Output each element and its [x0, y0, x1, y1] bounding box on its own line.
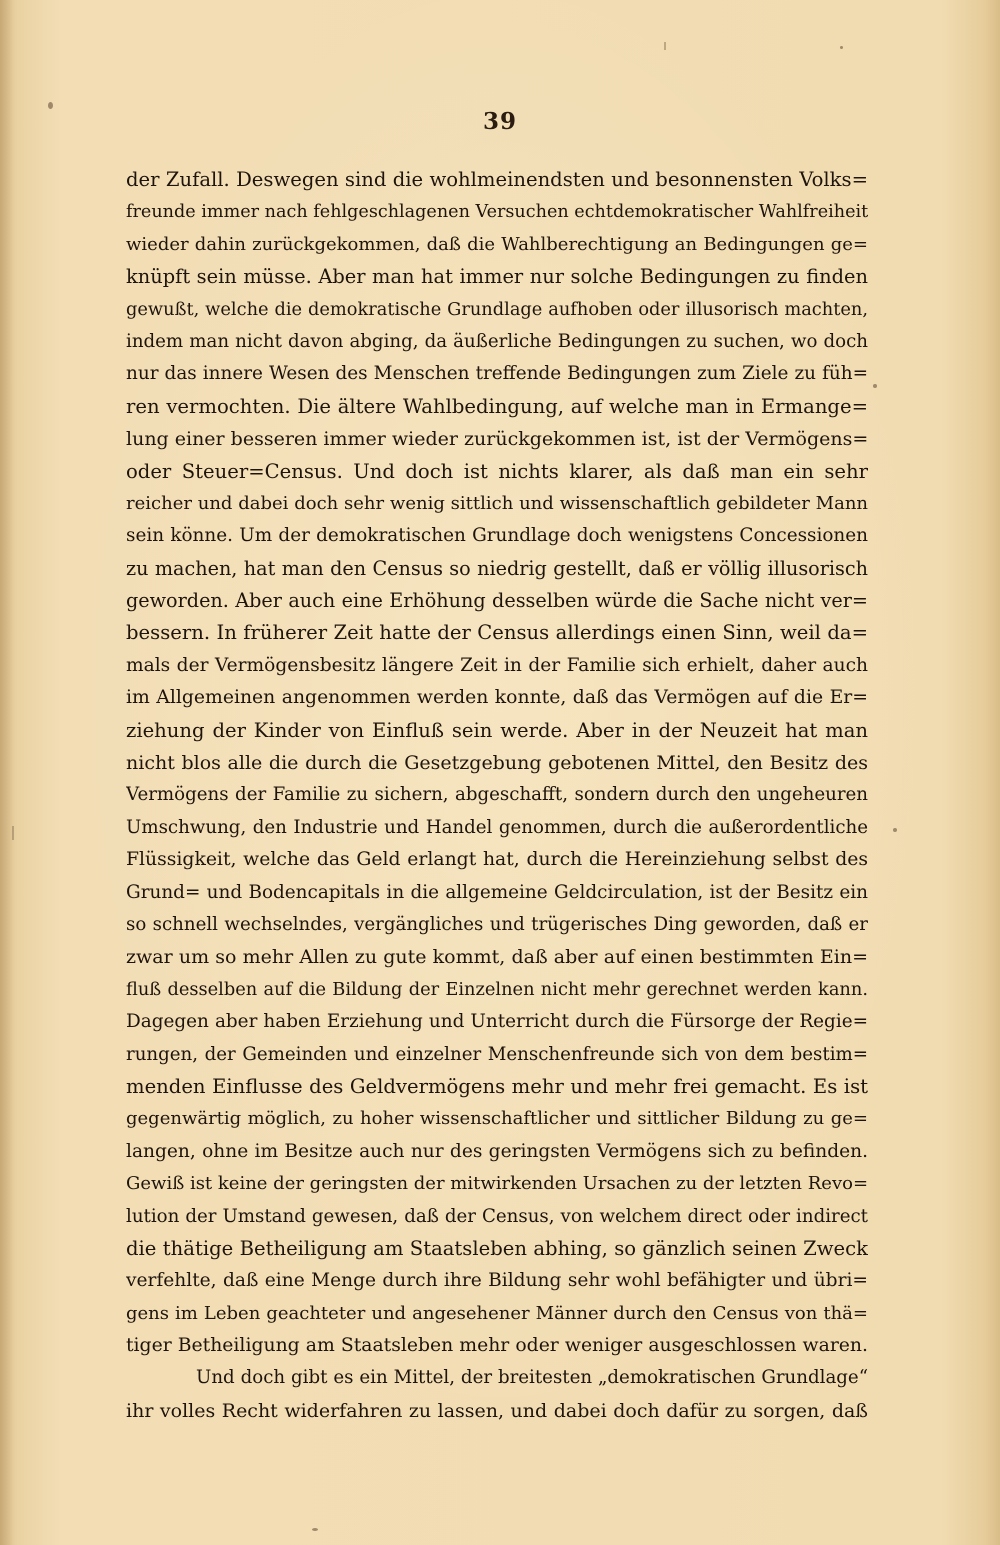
text-line: Dagegen aber haben Erziehung und Unterricht durch die Fürsorge der Regie=: [126, 1011, 868, 1033]
text-line: ihr volles Recht widerfahren zu lassen, und dabei doch dafür zu sorgen, daß: [126, 1399, 868, 1422]
text-line: gewußt, welche die demokratische Grundlage aufhoben oder illusorisch machten,: [126, 298, 868, 320]
text-line: nur das innere Wesen des Menschen treffende Bedingungen zum Ziele zu füh=: [126, 363, 868, 385]
text-line: lution der Umstand gewesen, daß der Census, von welchem direct oder indirect: [126, 1205, 868, 1227]
text-line: Vermögens der Familie zu sichern, abgeschafft, sondern durch den ungeheuren: [126, 784, 868, 806]
text-line: die thätige Betheiligung am Staatsleben abhing, so gänzlich seinen Zweck: [126, 1236, 868, 1260]
text-line: lung einer besseren immer wieder zurückgekommen ist, ist der Vermögens=: [126, 428, 868, 451]
text-line: indem man nicht davon abging, da äußerliche Bedingungen zu suchen, wo doch: [126, 330, 868, 352]
text-line: ziehung der Kinder von Einfluß sein werde. Aber in der Neuzeit hat man: [126, 718, 868, 742]
text-line: fluß desselben auf die Bildung der Einzelnen nicht mehr gerechnet werden kann.: [126, 978, 868, 1000]
text-line: menden Einflusse des Geldvermögens mehr und mehr frei gemacht. Es ist: [126, 1074, 868, 1098]
page-mark: [664, 42, 666, 50]
ink-speck: [873, 384, 877, 388]
text-line: so schnell wechselndes, vergängliches und trügerisches Ding geworden, daß er: [126, 913, 868, 935]
text-line: zu machen, hat man den Census so niedrig gestellt, daß er völlig illusorisch: [126, 556, 868, 580]
text-line: Flüssigkeit, welche das Geld erlangt hat, durch die Hereinziehung selbst des: [126, 849, 868, 871]
text-line: Umschwung, den Industrie und Handel genommen, durch die außerordentliche: [126, 816, 868, 838]
text-line: verfehlte, daß eine Menge durch ihre Bildung sehr wohl befähigter und übri=: [126, 1270, 868, 1292]
text-line: geworden. Aber auch eine Erhöhung desselben würde die Sache nicht ver=: [126, 589, 868, 613]
body-text: [126, 164, 868, 1427]
text-line: Gewiß ist keine der geringsten der mitwirkenden Ursachen zu der letzten Revo=: [126, 1173, 868, 1195]
text-line: oder Steuer=Census. Und doch ist nichts klarer, als daß man ein sehr: [126, 459, 868, 483]
text-line: im Allgemeinen angenommen werden konnte, daß das Vermögen auf die Er=: [126, 687, 868, 709]
text-line: gens im Leben geachteter und angesehener Männer durch den Census von thä=: [126, 1302, 868, 1324]
text-line: der Zufall. Deswegen sind die wohlmeinendsten und besonnensten Volks=: [126, 168, 868, 191]
text-line: tiger Betheiligung am Staatsleben mehr oder weniger ausgeschlossen waren.: [126, 1335, 868, 1357]
text-line: bessern. In früherer Zeit hatte der Census allerdings einen Sinn, weil da=: [126, 621, 868, 645]
text-line: knüpft sein müsse. Aber man hat immer nur solche Bedingungen zu finden: [126, 265, 868, 289]
text-line: rungen, der Gemeinden und einzelner Menschenfreunde sich von dem bestim=: [126, 1043, 868, 1065]
text-line: gegenwärtig möglich, zu hoher wissenschaftlicher und sittlicher Bildung zu ge=: [126, 1108, 868, 1130]
ink-speck: [312, 1528, 318, 1531]
page-number: 39: [482, 108, 517, 135]
text-line: nicht blos alle die durch die Gesetzgebung gebotenen Mittel, den Besitz des: [126, 752, 868, 775]
ink-speck: [893, 828, 897, 832]
text-line: freunde immer nach fehlgeschlagenen Versuchen echtdemokratischer Wahlfreiheit: [126, 202, 868, 223]
text-line: reicher und dabei doch sehr wenig sittlich und wissenschaftlich gebildeter Mann: [126, 492, 868, 514]
page-edge-shadow: [0, 0, 14, 1545]
page-mark: [12, 826, 14, 840]
text-line: sein könne. Um der demokratischen Grundlage doch wenigstens Concessionen: [126, 525, 868, 547]
text-line: Und doch gibt es ein Mittel, der breitesten „demokratischen Grundlage“: [196, 1367, 868, 1389]
text-line: zwar um so mehr Allen zu gute kommt, daß aber auf einen bestimmten Ein=: [126, 946, 868, 969]
text-line: Grund= und Bodencapitals in die allgemeine Geldcirculation, ist der Besitz ein: [126, 881, 868, 903]
text-line: wieder dahin zurückgekommen, daß die Wahlberechtigung an Bedingungen ge=: [126, 233, 868, 255]
text-line: langen, ohne im Besitze auch nur des geringsten Vermögens sich zu befinden.: [126, 1140, 868, 1162]
text-line: ren vermochten. Die ältere Wahlbedingung, auf welche man in Ermange=: [126, 394, 868, 418]
text-line: mals der Vermögensbesitz längere Zeit in der Familie sich erhielt, daher auch: [126, 654, 868, 676]
ink-speck: [840, 46, 843, 49]
